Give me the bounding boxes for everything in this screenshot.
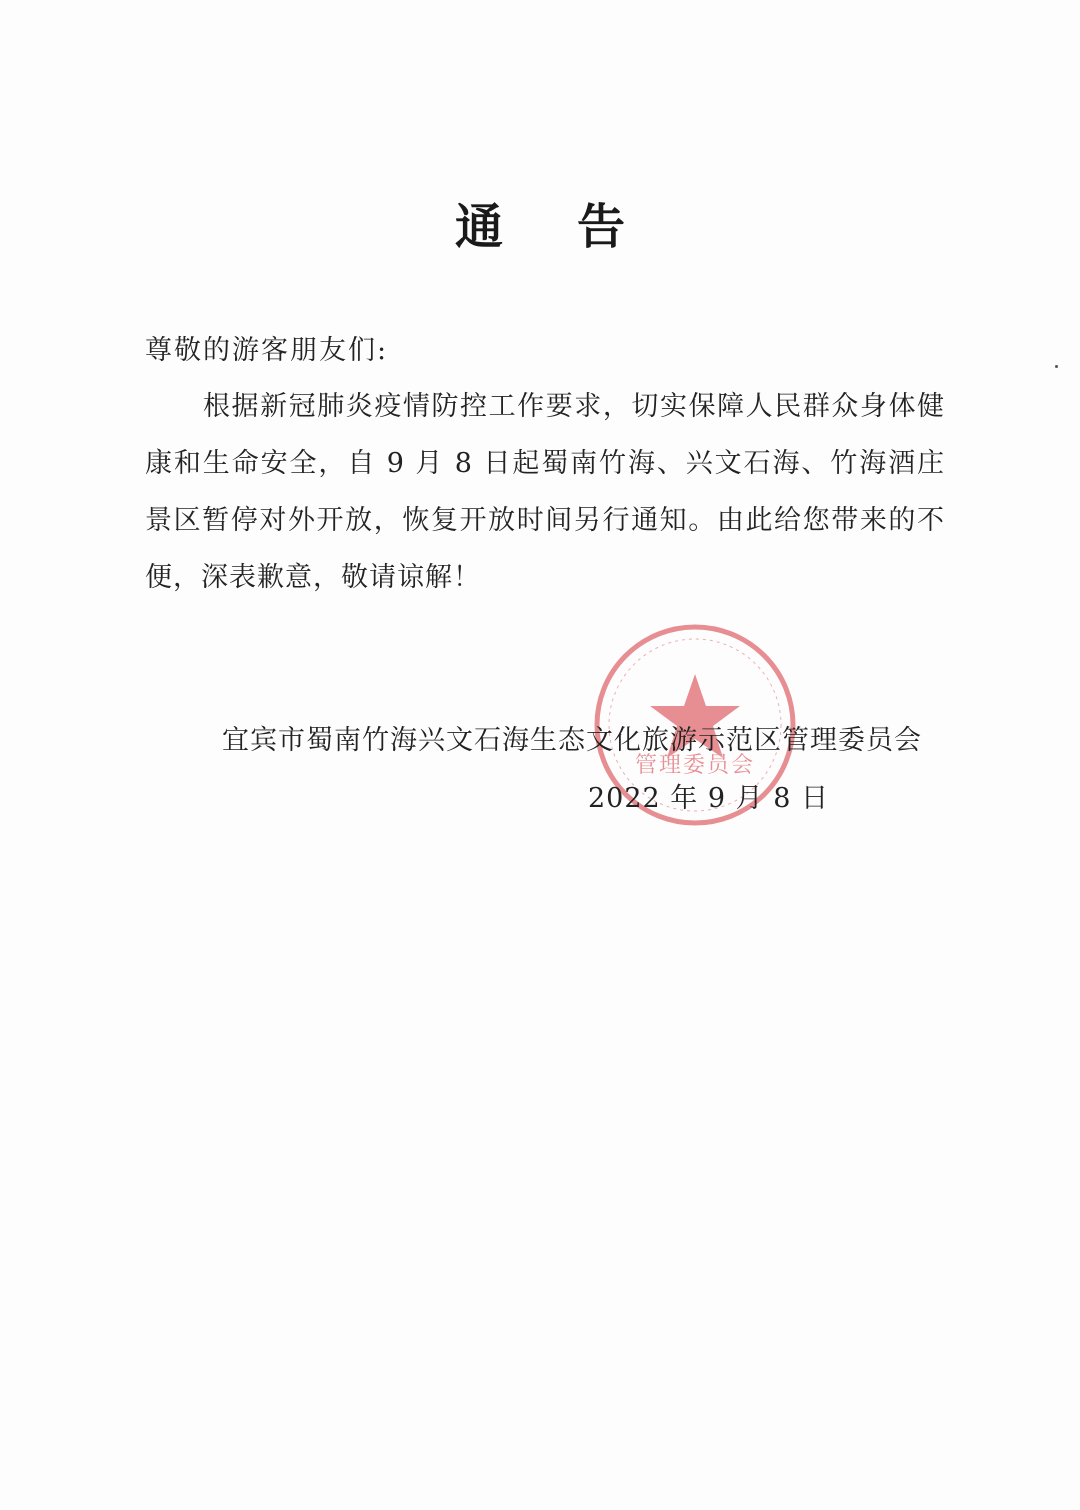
notice-date: 2022 年 9 月 8 日 <box>588 783 829 814</box>
salutation: 尊敬的游客朋友们: <box>145 335 389 366</box>
signer-organization: 宜宾市蜀南竹海兴文石海生态文化旅游示范区管理委员会 <box>222 725 922 756</box>
notice-title: 通告 <box>454 199 699 255</box>
notice-body: 根据新冠肺炎疫情防控工作要求，切实保障人民群众身体健康和生命安全，自 9 月 8 日起蜀南竹海、兴文石海、竹海酒庄景区暂停对外开放，恢复开放时间另行通知。由此给您带来的不便，深表歉意，敬请谅解！ <box>145 391 945 593</box>
scan-speck <box>1055 365 1058 368</box>
seal-label: 管理委员会 <box>634 753 755 778</box>
